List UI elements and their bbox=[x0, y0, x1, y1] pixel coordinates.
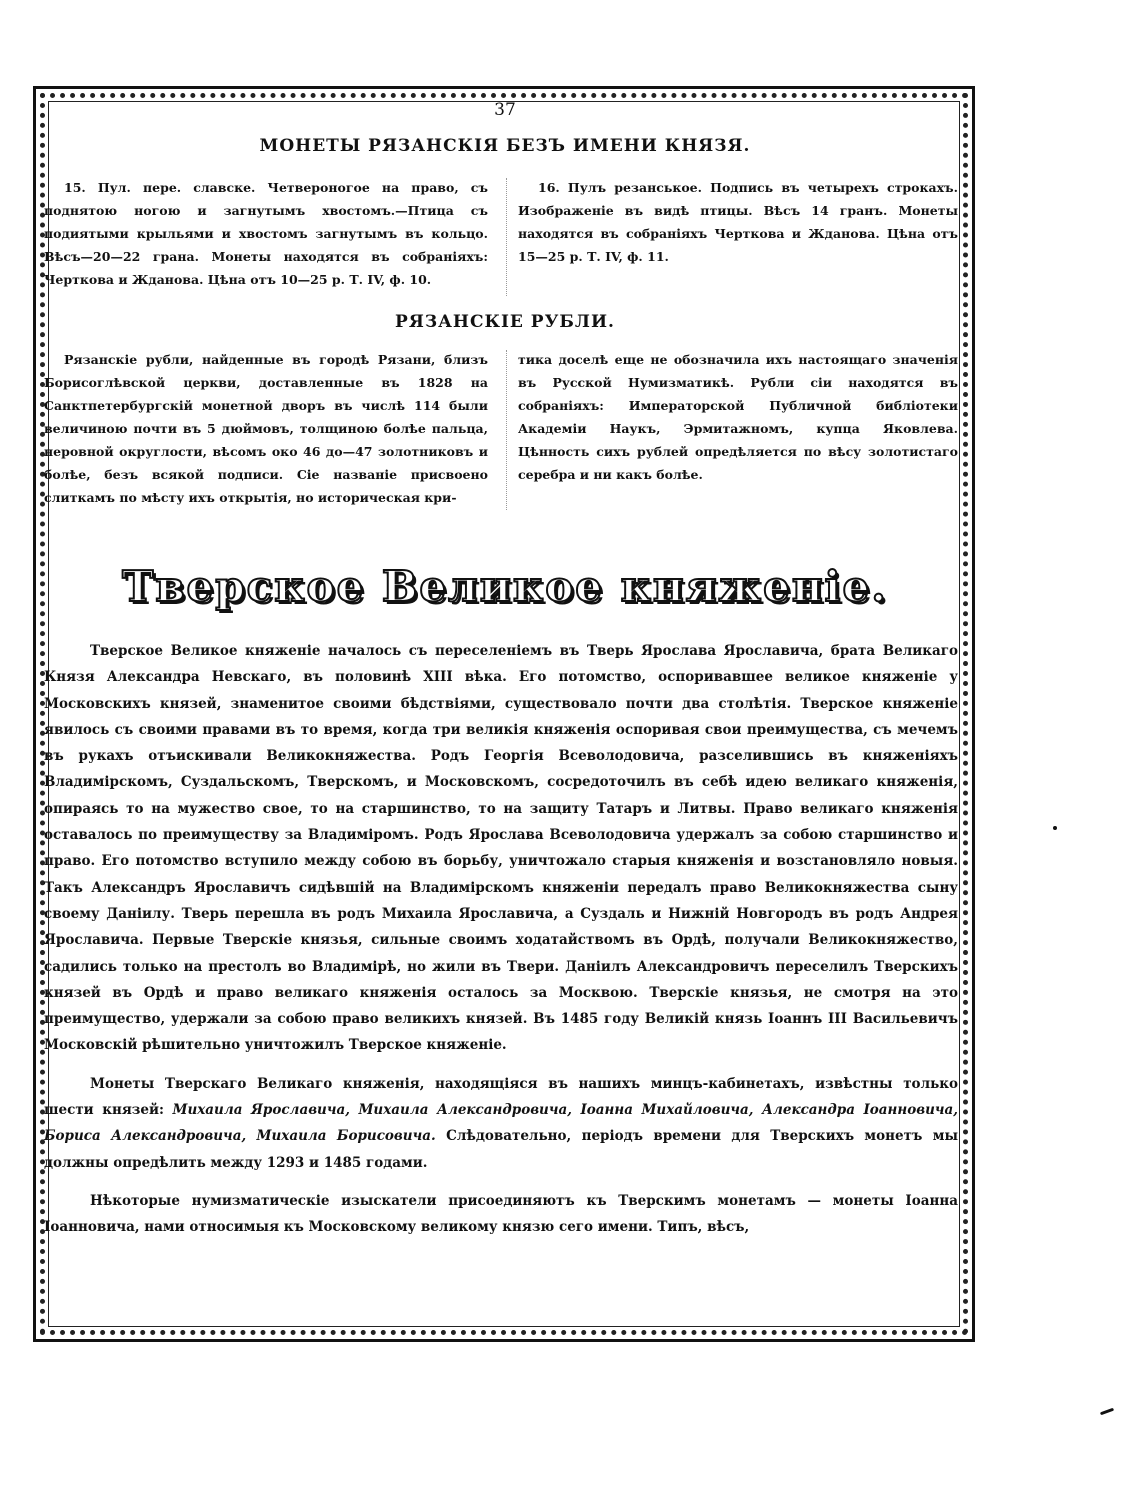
princes-list: Михаила Ярославича, Михаила Александровича, Iоанна Михайловича, Александра Iоанновича, Бориса Александровича, Михаила Борисовича. bbox=[44, 1102, 958, 1145]
coin-entry-15-text: 15. Пул. пере. славске. Четвероногое на право, съ поднятою ногою и загнутымъ хвостомъ.—Птица съ подиятыми крыльями и хвостомъ загнутымъ въ кольцо. Вѣсъ—20—22 грана. Монеты находятся въ собранiяхъ: Черткова и Жданова. Цѣна отъ 10—25 р. Т. IV, ф. 10. bbox=[44, 180, 488, 287]
section-heading-rubles: РЯЗАНСКIЕ РУБЛИ. bbox=[395, 312, 615, 332]
section-heading-coins: МОНЕТЫ РЯЗАНСКIЯ БЕЗЪ ИМЕНИ КНЯЗЯ. bbox=[259, 136, 751, 156]
coin-entry-16-text: 16. Пулъ резанськое. Подпись въ четырехъ строкахъ. Изображенiе въ видѣ птицы. Вѣсъ 14 гранъ. Монеты находятся въ собранiяхъ Черткова и Жданова. Цѣна отъ 15—25 р. Т. IV, ф. 11. bbox=[518, 180, 958, 264]
chapter-title: Тверское Великое княженiе. bbox=[122, 562, 888, 611]
coin-entry-15 bbox=[44, 176, 488, 291]
paragraph-coins bbox=[44, 1071, 958, 1176]
paragraph-coins-end: Слѣдовательно, перiодъ времени для Тверскихъ монетъ мы должны опредѣлить между 1293 и 1485 годами. bbox=[44, 1128, 958, 1171]
column-divider bbox=[506, 178, 507, 296]
paragraph-history: Тверское Великое княженiе началось съ переселенiемъ въ Тверь Ярослава Ярославича, брата Великаго Князя Александра Невскаго, въ половинѣ XIII вѣка. Его потомство, оспоривавшее великое княженiе у Московскихъ князей, знаменитое своими бѣдствiями, существовало почти два столѣтiя. Тверское княженiе явилось съ своими правами въ то время, когда три великiя княженiя оспоривая свои преимущества, съ мечемъ въ рукахъ отъискивали Великокняжества. Родъ Георгiя Всеволодовича, разселившись въ княженiяхъ Владимiрскомъ, Суздальскомъ, Тверскомъ, и Московскомъ, сосредоточилъ въ себѣ идею великаго княженiя, опираясь то на мужество свое, то на старшинство, то на защиту Татаръ и Литвы. Право великаго княженiя оставалось по преимуществу за Владимiромъ. Родъ Ярослава Всеволодовича удержалъ за собою старшинство и право. Его потомство вступило между собою въ борьбу, уничтожало старыя княженiя и возстановляло новыя. Такъ Александръ Ярославичъ сидѣвшiй на Владимiрскомъ княженiи передалъ право Великокняжества сыну своему Данiилу. Тверь перешла въ родъ Михаила Ярославича, а Суздаль и Нижнiй Новгородъ въ родъ Андрея Ярославича. Первые Тверскiе князья, сильные своимъ ходатайствомъ въ Ордѣ, получали Великокняжество, садились только на престолъ во Владимiрѣ, но жили въ Твери. Данiилъ Александровичъ переселилъ Тверскихъ князей въ Ордѣ и право великаго княженiя осталось за Москвою. Тверскiе князья, не смотря на это преимущество, удержали за собою право великихъ князей. Въ 1485 году Великiй князь Iоаннъ III Васильевичъ Московскiй рѣшительно уничтожилъ Тверское княженiе. bbox=[44, 643, 958, 1054]
paragraph-coins-intro: Монеты Тверскаго Великаго княженiя, находящiяся въ нашихъ минцъ-кабинетахъ, извѣстны только шести князей: bbox=[44, 1075, 958, 1119]
coin-entry-16 bbox=[518, 176, 958, 268]
column-divider-2 bbox=[506, 350, 507, 510]
rubles-left-text: Рязанскiе рубли, найденные въ городѣ Рязани, близъ Борисоглѣвской церкви, доставленные въ 1828 на Санктпетербургскiй монетной дворъ въ числѣ 114 были величиною почти въ 5 дюймовъ, толщиною болѣе пальца, неровной округлости, вѣсомъ око 46 до—47 золотниковъ и болѣе, безъ всякой подписи. Сiе названiе присвоено слиткамъ по мѣсту ихъ открытiя, но историческая кри- bbox=[44, 352, 488, 505]
rubles-left-column bbox=[44, 348, 488, 509]
page-number: 37 bbox=[494, 100, 516, 120]
paragraph-numismatists: Нѣкоторые нумизматическiе изыскатели присоединяютъ къ Тверскимъ монетамъ — монеты Iоанна Iоанновича, нами относимыя къ Московскому великому князю сего имени. Типъ, вѣсъ, bbox=[44, 1192, 958, 1236]
scan-speck bbox=[1053, 826, 1057, 830]
scan-mark bbox=[1100, 1408, 1114, 1416]
rubles-right-column bbox=[518, 348, 958, 486]
rubles-right-text: тика доселѣ еще не обозначила ихъ настоящаго значенiя въ Русской Нумизматикѣ. Рубли сiи находятся въ собранiяхъ: Императорской Публичной библiотеки Академiи Наукъ, Эрмитажномъ, купца Яковлева. Цѣнность сихъ рублей опредѣляется по вѣсу золотистаго серебра и ни какъ болѣе. bbox=[518, 352, 958, 482]
chapter-body bbox=[44, 638, 958, 1253]
